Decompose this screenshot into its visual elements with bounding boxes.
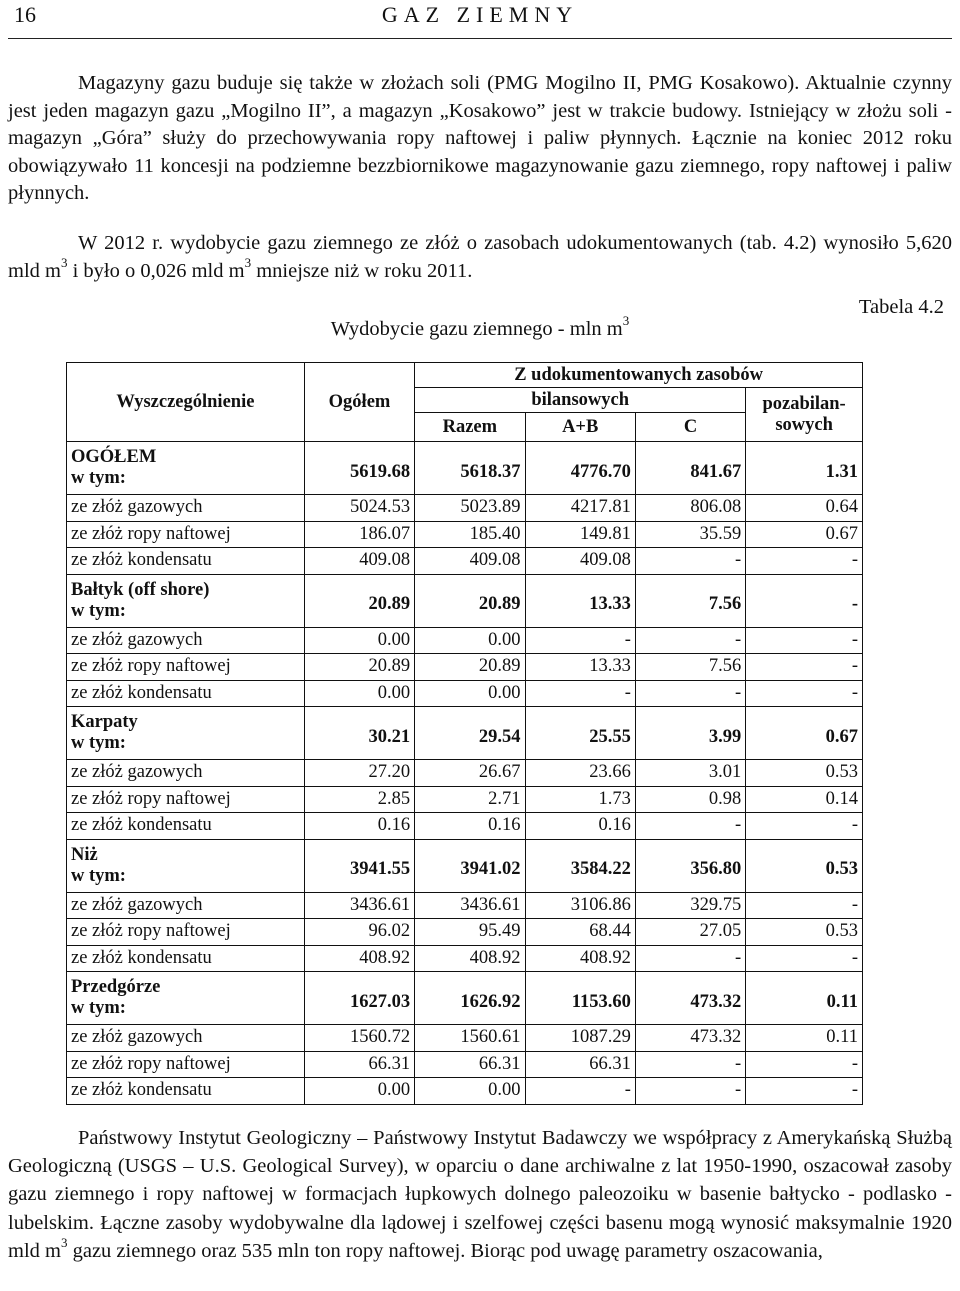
row-label: ze złóż ropy naftowej xyxy=(67,1051,305,1078)
table-row xyxy=(67,654,863,681)
table-cell: 473.32 xyxy=(635,1025,745,1052)
table-cell: 3436.61 xyxy=(415,892,525,919)
paragraph-production xyxy=(8,230,952,285)
group-name: Karpaty xyxy=(71,712,138,732)
table-cell: 409.08 xyxy=(415,548,525,575)
group-name: Bałtyk (off shore) xyxy=(71,579,210,600)
table-cell: 5618.37 xyxy=(415,442,525,495)
group-name: Przedgórze xyxy=(71,977,161,997)
group-label xyxy=(67,574,305,627)
paragraph-shale-text-1: Państwowy Instytut Geologiczny – Państwowy Instytut Badawczy we współpracy z Amerykańską Służbą Geologiczną (USGS – U.S. Geological Survey), w oparciu o dane archiwalne z lat 1950-1990, oszacował zasoby gazu ziemnego i ropy naftowej w formacjach łupkowych dolnego paleozoiku w basenie bałtycko - podlasko - lubelskim. Łączne zasoby wydobywalne dla lądowej i szelfowej części basenu mogą wynosić maksymalnie 1920 mld m xyxy=(8,1127,952,1262)
table-cell: 0.00 xyxy=(415,627,525,654)
table-cell: 0.53 xyxy=(746,760,863,787)
page-number: 16 xyxy=(14,2,36,27)
table-cell: - xyxy=(746,574,863,627)
table-cell: 3106.86 xyxy=(525,892,635,919)
group-label xyxy=(67,972,305,1025)
table-row xyxy=(67,1051,863,1078)
table-cell: 20.89 xyxy=(415,654,525,681)
table-caption-text: Wydobycie gazu ziemnego - mln m xyxy=(330,318,623,340)
table-cell: 0.00 xyxy=(304,680,414,707)
table-cell: - xyxy=(746,627,863,654)
row-label: ze złóż ropy naftowej xyxy=(67,786,305,813)
superscript-3: 3 xyxy=(60,1234,68,1250)
table-group-row xyxy=(67,707,863,760)
table-cell: - xyxy=(635,813,745,840)
table-cell: - xyxy=(746,813,863,840)
row-label: ze złóż gazowych xyxy=(67,1025,305,1052)
table-cell: 0.11 xyxy=(746,1025,863,1052)
table-cell: 2.71 xyxy=(415,786,525,813)
table-cell: 35.59 xyxy=(635,521,745,548)
table-cell: 3.99 xyxy=(635,707,745,760)
table-cell: 3941.55 xyxy=(304,839,414,892)
table-cell: 27.05 xyxy=(635,919,745,946)
table-cell: 5023.89 xyxy=(415,495,525,522)
table-cell: 26.67 xyxy=(415,760,525,787)
table-cell: 408.92 xyxy=(525,945,635,972)
table-cell: 149.81 xyxy=(525,521,635,548)
superscript-3: 3 xyxy=(244,254,252,270)
table-cell: 68.44 xyxy=(525,919,635,946)
table-cell: 5024.53 xyxy=(304,495,414,522)
group-sub: w tym: xyxy=(71,998,126,1018)
table-cell: - xyxy=(635,1051,745,1078)
table-cell: 0.67 xyxy=(746,707,863,760)
table-cell: 408.92 xyxy=(304,945,414,972)
table-cell: 29.54 xyxy=(415,707,525,760)
table-row xyxy=(67,945,863,972)
table-cell: - xyxy=(635,680,745,707)
table-cell: 1087.29 xyxy=(525,1025,635,1052)
table-cell: 0.98 xyxy=(635,786,745,813)
table-row xyxy=(67,548,863,575)
table-cell: - xyxy=(746,1078,863,1105)
header-total: Ogółem xyxy=(304,363,414,442)
row-label: ze złóż ropy naftowej xyxy=(67,919,305,946)
table-cell: 0.11 xyxy=(746,972,863,1025)
table-cell: 329.75 xyxy=(635,892,745,919)
row-label: ze złóż kondensatu xyxy=(67,945,305,972)
row-label: ze złóż ropy naftowej xyxy=(67,521,305,548)
group-label xyxy=(67,442,305,495)
table-cell: 0.14 xyxy=(746,786,863,813)
table-number: Tabela 4.2 xyxy=(858,296,944,318)
header-ab: A+B xyxy=(525,413,635,442)
group-sub: w tym: xyxy=(71,865,126,886)
table-cell: 408.92 xyxy=(415,945,525,972)
table-cell: - xyxy=(525,1078,635,1105)
group-sub: w tym: xyxy=(71,600,126,621)
group-label xyxy=(67,839,305,892)
table-cell: 0.16 xyxy=(415,813,525,840)
table-cell: 0.53 xyxy=(746,919,863,946)
table-cell: 1560.72 xyxy=(304,1025,414,1052)
table-caption xyxy=(0,313,960,341)
table-cell: 23.66 xyxy=(525,760,635,787)
table-row xyxy=(67,1025,863,1052)
table-cell: 186.07 xyxy=(304,521,414,548)
table-row xyxy=(67,1078,863,1105)
table-body xyxy=(67,442,863,1105)
table-cell: 66.31 xyxy=(525,1051,635,1078)
row-label: ze złóż gazowych xyxy=(67,495,305,522)
table-cell: 1.31 xyxy=(746,442,863,495)
header-balance: bilansowych xyxy=(415,388,746,413)
table-cell: 0.64 xyxy=(746,495,863,522)
table-cell: 409.08 xyxy=(525,548,635,575)
row-label: ze złóż kondensatu xyxy=(67,548,305,575)
table-cell: - xyxy=(525,680,635,707)
group-name: Niż xyxy=(71,844,98,865)
table-cell: - xyxy=(635,627,745,654)
row-label: ze złóż kondensatu xyxy=(67,680,305,707)
paragraph-shale xyxy=(8,1124,952,1265)
table-cell: 7.56 xyxy=(635,654,745,681)
table-cell: - xyxy=(746,654,863,681)
table-cell: 13.33 xyxy=(525,574,635,627)
table-cell: 0.53 xyxy=(746,839,863,892)
table-cell: 20.89 xyxy=(304,654,414,681)
header-documented: Z udokumentowanych zasobów xyxy=(415,363,863,388)
table-row xyxy=(67,495,863,522)
paragraph-production-text-1: W 2012 r. wydobycie gazu ziemnego ze złóż o zasobach udokumentowanych (tab. 4.2) wynosiło 5,620 mld m xyxy=(8,232,952,282)
header-c: C xyxy=(635,413,745,442)
paragraph-shale-text-2: gazu ziemnego oraz 535 mln ton ropy naftowej. Biorąc pod uwagę parametry oszacowania, xyxy=(67,1239,823,1262)
table-cell: 66.31 xyxy=(304,1051,414,1078)
group-sub: w tym: xyxy=(71,733,126,753)
table-cell: - xyxy=(635,945,745,972)
table-cell: 0.16 xyxy=(304,813,414,840)
table-cell: 0.00 xyxy=(304,627,414,654)
table-row xyxy=(67,813,863,840)
paragraph-production-text-2: i było o 0,026 mld m xyxy=(67,259,245,282)
production-table xyxy=(66,362,863,1105)
table-cell: - xyxy=(746,945,863,972)
group-label xyxy=(67,707,305,760)
table-cell: 185.40 xyxy=(415,521,525,548)
table-cell: 0.00 xyxy=(415,680,525,707)
table-group-row xyxy=(67,574,863,627)
table-group-row xyxy=(67,839,863,892)
table-cell: 806.08 xyxy=(635,495,745,522)
paragraph-storage: Magazyny gazu buduje się także w złożach soli (PMG Mogilno II, PMG Kosakowo). Aktualnie czynny jest jeden magazyn gazu „Mogilno II”, a magazyn „Kosakowo” jest w trakcie budowy. Istniejący w złożu soli - magazyn „Góra” służy do przechowywania ropy naftowej i paliw płynnych. Łącznie na koniec 2012 roku obowiązywało 11 koncesji na podziemne bezzbiornikowe magazynowanie gazu ziemnego, ropy naftowej i paliw płynnych. xyxy=(8,72,952,204)
table-cell: 3584.22 xyxy=(525,839,635,892)
header-off-balance xyxy=(746,388,863,442)
table-cell: 66.31 xyxy=(415,1051,525,1078)
row-label: ze złóż kondensatu xyxy=(67,1078,305,1105)
table-cell: 0.16 xyxy=(525,813,635,840)
table-cell: 1627.03 xyxy=(304,972,414,1025)
group-sub: w tym: xyxy=(71,468,126,488)
table-cell: - xyxy=(635,548,745,575)
table-row xyxy=(67,786,863,813)
table-cell: 1153.60 xyxy=(525,972,635,1025)
table-cell: 13.33 xyxy=(525,654,635,681)
table-row xyxy=(67,760,863,787)
table-row xyxy=(67,521,863,548)
table-cell: 356.80 xyxy=(635,839,745,892)
table-cell: 409.08 xyxy=(304,548,414,575)
table-cell: 95.49 xyxy=(415,919,525,946)
header-item: Wyszczególnienie xyxy=(67,363,305,442)
table-cell: 2.85 xyxy=(304,786,414,813)
table-cell: 5619.68 xyxy=(304,442,414,495)
table-group-row xyxy=(67,442,863,495)
table-cell: 30.21 xyxy=(304,707,414,760)
table-row xyxy=(67,919,863,946)
page-header xyxy=(8,0,952,39)
header-off-balance-1: pozabilan- xyxy=(762,393,846,414)
paragraph-production-text-3: mniejsze niż w roku 2011. xyxy=(251,259,473,282)
table-cell: 27.20 xyxy=(304,760,414,787)
running-title: GAZ ZIEMNY xyxy=(381,2,579,27)
table-row xyxy=(67,892,863,919)
group-name: OGÓŁEM xyxy=(71,447,157,467)
row-label: ze złóż kondensatu xyxy=(67,813,305,840)
row-label: ze złóż ropy naftowej xyxy=(67,654,305,681)
table-cell: 473.32 xyxy=(635,972,745,1025)
table-cell: 3.01 xyxy=(635,760,745,787)
table-cell: 4776.70 xyxy=(525,442,635,495)
table-cell: 3941.02 xyxy=(415,839,525,892)
table-cell: 1560.61 xyxy=(415,1025,525,1052)
table-cell: 96.02 xyxy=(304,919,414,946)
table-cell: 4217.81 xyxy=(525,495,635,522)
table-cell: 7.56 xyxy=(635,574,745,627)
table-row xyxy=(67,627,863,654)
table-cell: 1626.92 xyxy=(415,972,525,1025)
row-label: ze złóż gazowych xyxy=(67,892,305,919)
table-group-row xyxy=(67,972,863,1025)
table-cell: 0.67 xyxy=(746,521,863,548)
table-cell: - xyxy=(746,892,863,919)
superscript-3: 3 xyxy=(622,313,630,329)
table-row xyxy=(67,680,863,707)
table-cell: 0.00 xyxy=(304,1078,414,1105)
table-cell: - xyxy=(746,1051,863,1078)
table-cell: 3436.61 xyxy=(304,892,414,919)
row-label: ze złóż gazowych xyxy=(67,760,305,787)
table-cell: 20.89 xyxy=(304,574,414,627)
table-cell: 1.73 xyxy=(525,786,635,813)
table-cell: 0.00 xyxy=(415,1078,525,1105)
table-cell: - xyxy=(746,680,863,707)
header-off-balance-2: sowych xyxy=(775,414,833,435)
table-cell: - xyxy=(635,1078,745,1105)
table-cell: 25.55 xyxy=(525,707,635,760)
table-cell: - xyxy=(746,548,863,575)
table-cell: 841.67 xyxy=(635,442,745,495)
table-cell: - xyxy=(525,627,635,654)
superscript-3: 3 xyxy=(60,254,68,270)
header-razem: Razem xyxy=(415,413,525,442)
table-cell: 20.89 xyxy=(415,574,525,627)
row-label: ze złóż gazowych xyxy=(67,627,305,654)
